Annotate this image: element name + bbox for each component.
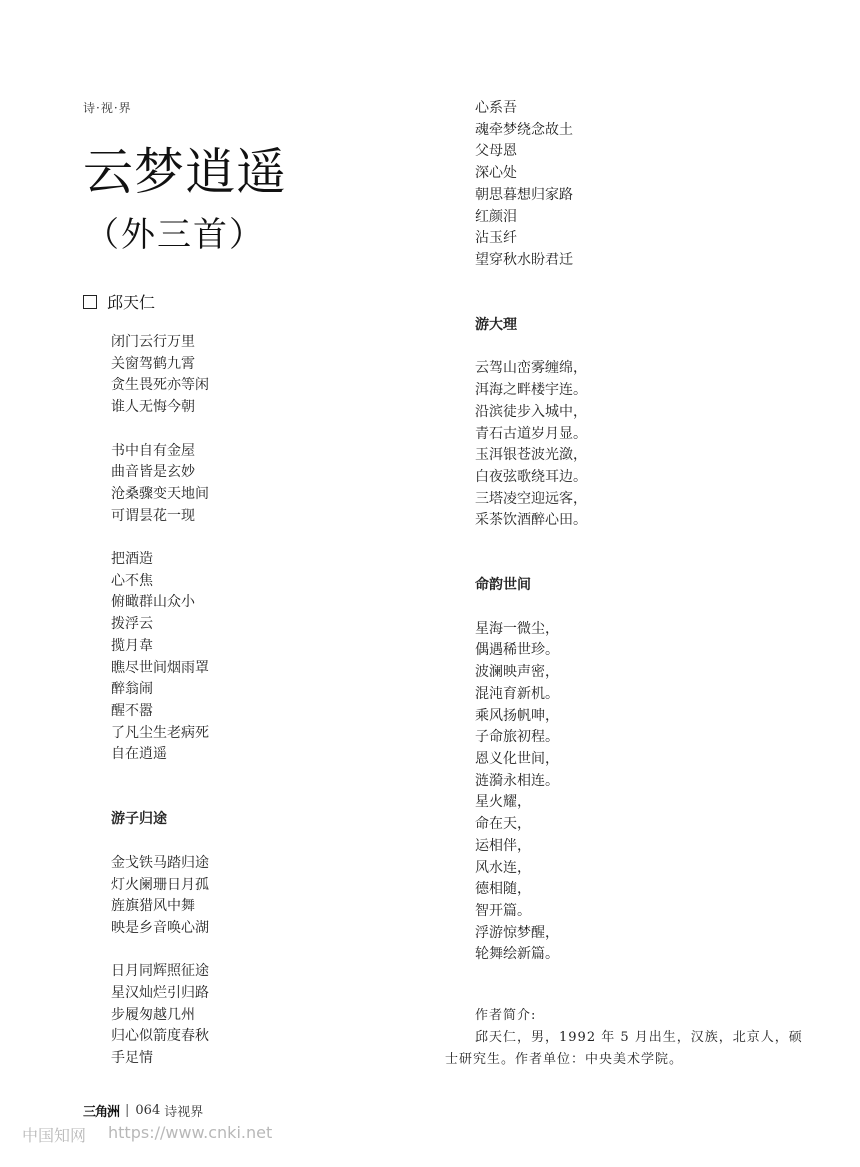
poem-line: 沧桑骤变天地间 (111, 485, 209, 502)
poem-line: 金戈铁马踏归途 (111, 854, 209, 871)
poem-line: 运相伴， (475, 837, 531, 854)
poem1-stanza (111, 332, 209, 419)
poem-line: 关窗驾鹤九霄 (111, 355, 195, 372)
poem2-stanza (111, 853, 209, 940)
poem-line: 云驾山峦雾缠绵， (475, 360, 587, 377)
poem-line: 沾玉纤 (475, 230, 517, 247)
poem-line: 智开篇。 (475, 902, 531, 919)
poem-line: 醉翁闹 (111, 681, 153, 698)
poem-line: 闭门云行万里 (111, 334, 195, 350)
bio-label: 作者简介: (475, 1008, 537, 1023)
poem-line: 书中自有金屋 (111, 442, 195, 459)
watermark-site-name: 中国知网 (22, 1126, 87, 1145)
cnki-watermark (22, 1123, 272, 1146)
page-footer (83, 1101, 203, 1120)
poem-line: 采茶饮酒醉心田。 (475, 512, 587, 529)
poem-line: 可谓昙花一现 (111, 507, 195, 524)
poem-line: 深心处 (475, 165, 517, 182)
poem-line: 波澜映声密， (475, 664, 559, 681)
poem-line: 灯火阑珊日月孤 (111, 876, 209, 893)
poem4-stanza (475, 619, 587, 966)
poem2-continuation (475, 98, 587, 272)
poem-line: 子命旅初程。 (475, 729, 559, 746)
poem-line: 风水连， (475, 859, 531, 876)
poem-line: 三塔凌空迎远客， (475, 490, 587, 507)
poem-title: 命韵世间 (475, 577, 531, 594)
bio-text: 邱天仁，男，1992 年 5 月出生，汉族，北京人，硕士研究生。作者单位：中央美术学院。 (445, 1030, 803, 1067)
poem-line: 浮游惊梦醒， (475, 924, 559, 941)
poem-line: 把酒造 (111, 551, 153, 567)
poem-line: 偶遇稀世珍。 (475, 642, 559, 659)
poem-line: 心不焦 (111, 572, 153, 589)
poem-line: 归心似箭度春秋 (111, 1028, 209, 1045)
poem-line: 洱海之畔楼宇连。 (475, 382, 587, 399)
poem-line: 德相随， (475, 881, 531, 898)
poem1-stanza (111, 441, 209, 528)
poem-line: 涟漪永相连。 (475, 772, 559, 789)
square-icon (83, 295, 97, 309)
left-column (111, 332, 209, 1070)
poem-line: 乘风扬帆呻， (475, 707, 559, 724)
poem-line: 星海一微尘， (475, 620, 559, 637)
poem1-stanza (111, 549, 209, 766)
poem-line: 红颜泪 (475, 208, 517, 225)
author-name: 邱天仁 (107, 293, 156, 312)
poem-line: 醒不嚣 (111, 702, 153, 719)
page-subtitle: （外三首） (85, 215, 265, 255)
right-column (475, 98, 587, 966)
poem-line: 恩义化世间， (475, 751, 559, 767)
poem-line: 父母恩 (475, 143, 517, 160)
poem-title: 游大理 (475, 317, 517, 333)
page-title: 云梦逍遥 (83, 143, 287, 201)
footer-divider: | (125, 1103, 130, 1118)
poem3-stanza (475, 358, 587, 532)
poem-title: 游子归途 (111, 811, 167, 828)
poem-line: 揽月韋 (111, 637, 153, 654)
poem-line: 魂牵梦绕念故土 (475, 121, 573, 138)
poem-line: 命在天， (475, 816, 531, 833)
poem-line: 拨浮云 (111, 616, 153, 633)
page-number: 064 (135, 1103, 161, 1118)
poem-line: 旌旗猎风中舞 (111, 898, 195, 915)
author-line (83, 290, 155, 313)
poem-line: 贪生畏死亦等闲 (111, 377, 209, 394)
magazine-logo: 三角洲 (83, 1105, 120, 1120)
poem-line: 白夜弦歌绕耳边。 (475, 468, 587, 485)
poem-line: 日月同辉照征途 (111, 963, 209, 980)
poem-line: 望穿秋水盼君迁 (475, 251, 573, 268)
poem-line: 青石古道岁月显。 (475, 425, 587, 442)
poem-line: 手足情 (111, 1050, 153, 1067)
author-bio (445, 1005, 805, 1071)
poem-line: 星火耀， (475, 794, 531, 811)
poem-line: 了凡尘生老病死 (111, 724, 209, 741)
poem-line: 心系吾 (475, 100, 517, 116)
poem-line: 玉洱银苍波光潋， (475, 447, 587, 464)
poem-line: 沿滨徒步入城中， (475, 403, 587, 420)
poem-line: 俯瞰群山众小 (111, 594, 195, 611)
poem-line: 步履匆越几州 (111, 1006, 195, 1023)
poem-line: 混沌育新机。 (475, 685, 559, 702)
poem-line: 朝思暮想归家路 (475, 186, 573, 203)
poem-line: 自在逍遥 (111, 746, 167, 763)
poem-line: 星汉灿烂引归路 (111, 985, 209, 1001)
poem-line: 映是乡音唤心湖 (111, 919, 209, 936)
poem-line: 轮舞绘新篇。 (475, 946, 559, 963)
poem-line: 曲音皆是玄妙 (111, 464, 195, 481)
poem-line: 谁人无悔今朝 (111, 399, 195, 416)
watermark-url: https://www.cnki.net (108, 1123, 273, 1142)
poem2-stanza (111, 961, 209, 1070)
section-tag: 诗·视·界 (83, 101, 132, 115)
footer-section: 诗视界 (164, 1105, 204, 1120)
poem-line: 瞧尽世间烟雨罩 (111, 659, 209, 676)
